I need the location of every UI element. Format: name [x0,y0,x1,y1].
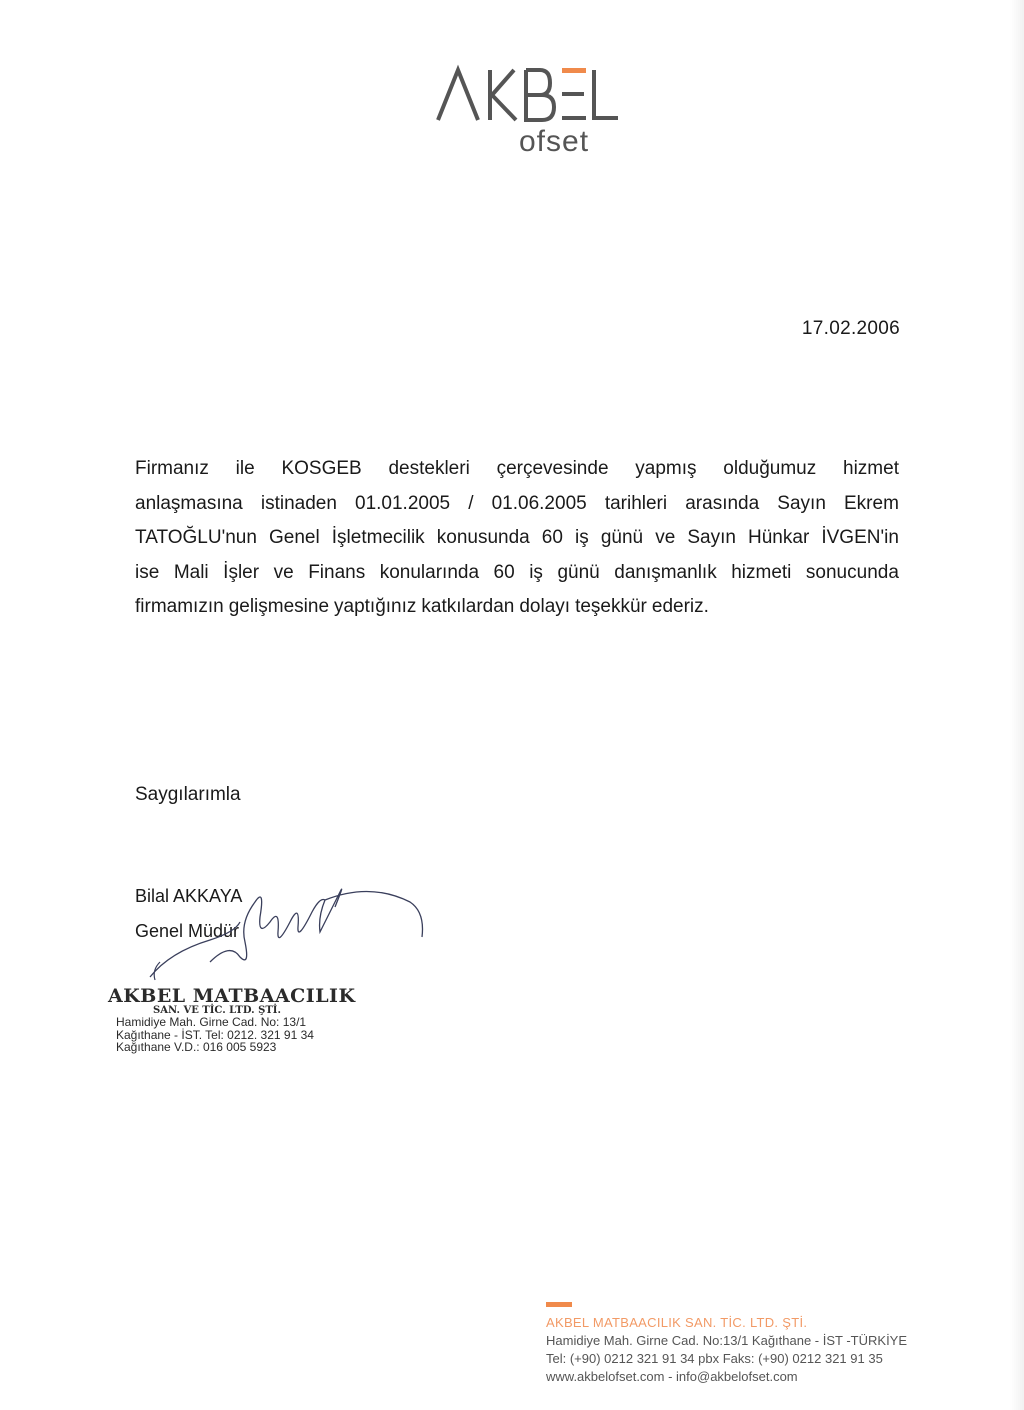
letter-date: 17.02.2006 [801,318,900,339]
body-word: olduğumuz [723,458,817,479]
logo-letter-l [594,70,618,118]
body-word: Firmanız [135,458,209,479]
body-word: ve [655,527,676,548]
body-word: günü [557,561,600,583]
stamp-company: AKBEL MATBAACILIK [108,985,356,1007]
handwritten-signature [140,862,440,992]
body-word: ise [135,561,160,583]
body-word: İVGEN'in [821,527,899,548]
body-word: iş [529,561,543,583]
body-word: Ekrem [844,492,899,514]
body-word: yaptığınız [334,596,417,617]
body-word: katkılardan [421,596,515,617]
body-word: arasında [685,492,760,514]
logo-letter-k-arms [492,70,516,120]
signer-name: Bilal AKKAYA [135,886,243,906]
body-word: Sayın [777,492,826,514]
body-word: 01.01.2005 [355,492,451,514]
footer-accent-bar [546,1302,572,1307]
body-word: firmamızın [135,596,224,617]
footer-address: Hamidiye Mah. Girne Cad. No:13/1 Kağıthane - İST -TÜRKİYE [546,1333,908,1348]
stamp-tax-office: Kağıthane V.D.: 016 005 5923 [116,1040,277,1054]
body-word: sonucunda [805,561,899,583]
body-word: İşletmecilik [331,527,425,548]
body-word: ve [273,561,294,583]
body-word: yapmış [635,458,697,479]
body-word: Finans [308,561,366,583]
page-edge [1010,0,1024,1410]
body-word: 60 [541,527,563,548]
stamp-subtitle: SAN. VE TİC. LTD. ŞTİ. [153,1005,281,1016]
signature-tail [154,962,160,980]
footer-contact: Tel: (+90) 0212 321 91 34 pbx Faks: (+90) 0212 321 91 35 [546,1351,883,1366]
signature-stroke [150,889,423,977]
company-stamp [108,985,368,1054]
body-word: çerçevesinde [496,458,609,479]
logo-letter-a [438,70,478,120]
body-word: 01.06.2005 [491,492,587,514]
body-word: danışmanlık [614,561,717,583]
body-word: dolayı [519,596,571,617]
footer-web: www.akbelofset.com - info@akbelofset.com [546,1369,798,1384]
body-word: gelişmesine [228,596,330,617]
logo-letter-e-bottom [562,116,586,120]
letter-body [135,452,899,625]
stamp-phone: Kağıthane - İST. Tel: 0212. 321 91 34 [116,1027,314,1042]
body-word: 60 [493,561,515,583]
body-word: hizmet [843,458,899,479]
body-line [135,590,899,625]
body-line [135,487,899,522]
body-word: Hünkar [748,527,810,548]
body-word: teşekkür [575,596,647,617]
body-word: İşler [223,561,260,583]
footer-company: AKBEL MATBAACILIK SAN. TİC. LTD. ŞTİ. [546,1315,808,1330]
body-line [135,452,899,487]
stamp-address: Hamidiye Mah. Girne Cad. No: 13/1 [116,1015,307,1029]
signature-graphic [140,862,440,992]
body-word: anlaşmasına [135,492,243,514]
body-word: konularında [379,561,480,583]
akbel-logo-graphic [430,58,620,158]
body-word: iş [575,527,589,548]
logo-letter-e-mid [562,92,584,96]
body-word: Sayın [687,527,736,548]
body-word: ederiz. [651,596,709,617]
letterhead-footer [546,1302,966,1386]
body-word: TATOĞLU'nun [135,527,257,548]
body-word: KOSGEB [281,458,362,479]
company-logo [430,58,620,158]
logo-tagline: ofset [519,125,590,158]
body-word: Genel [268,527,320,548]
letter-closing: Saygılarımla [135,784,241,805]
body-word: ile [235,458,255,479]
logo-letter-b [526,70,554,120]
body-line [135,521,899,556]
body-word: istinaden [260,492,337,514]
signer-title: Genel Müdür [135,921,240,941]
body-word: konusunda [436,527,530,548]
body-word: günü [600,527,644,548]
body-word: Mali [173,561,209,583]
body-word: hizmeti [731,561,792,583]
body-line [135,556,899,591]
body-word: / [468,492,474,514]
body-word: tarihleri [604,492,668,514]
body-word: destekleri [388,458,470,479]
logo-accent-bar [562,68,586,73]
